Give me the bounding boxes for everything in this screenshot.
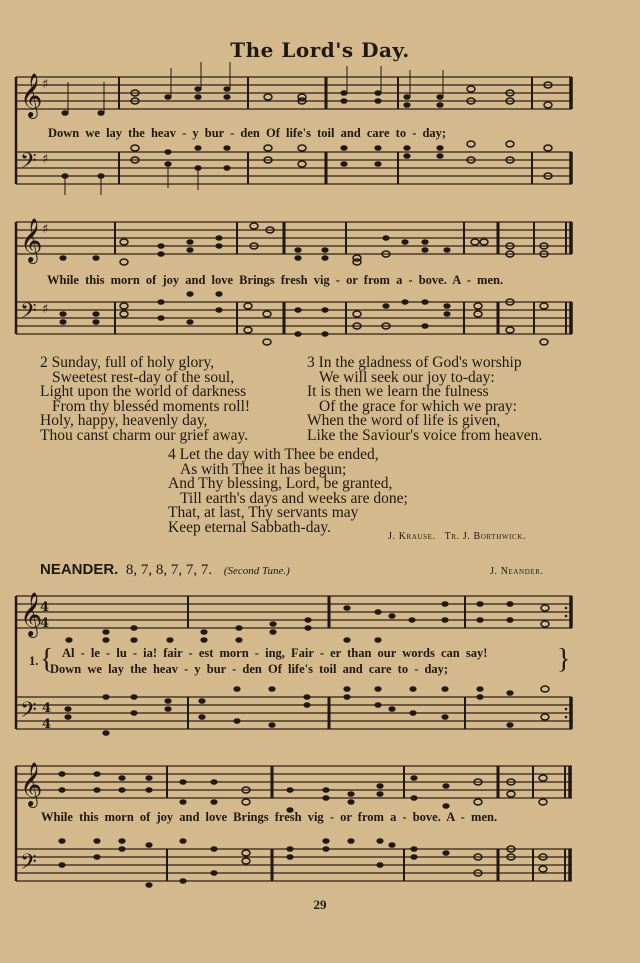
svg-text:𝄞: 𝄞 — [20, 218, 43, 262]
lyrics-line: While this morn of joy and love Brings fresh vig - or from a - bove. A - men. — [47, 273, 504, 287]
svg-text:♯: ♯ — [42, 152, 49, 167]
tune-note: (Second Tune.) — [223, 565, 290, 577]
svg-text:𝄞: 𝄞 — [20, 592, 43, 636]
svg-text:𝄞: 𝄞 — [20, 762, 43, 806]
verse-2: 2 Sunday, full of holy glory, Sweetest rest-day of the soul, Light upon the world of darkness From thy blesséd moments roll! Holy, happy, heavenly day, Thou canst charm our grief away. — [40, 354, 251, 444]
verse-3: 3 In the gladness of God's worship We will seek our joy to-day: It is then we learn the fulness Of the grace for which we pray: When the word of life is given, Like the Saviour's voice from heaven. — [307, 354, 543, 444]
svg-text:♯: ♯ — [42, 77, 49, 92]
time-signature: 4 — [40, 600, 50, 615]
lyrics-line: Down we lay the heav - y bur - den Of life's toil and care to - day; — [48, 126, 447, 140]
brace-icon: { — [40, 644, 54, 675]
tune-name: NEANDER. — [40, 561, 119, 578]
verse-4: 4 Let the day with Thee be ended, As with Thee it has begun; And Thy blessing, Lord, be granted, Till earth's days and weeks are done; That, at last, Thy servants may Keep eternal Sabbath-day. — [168, 446, 408, 536]
svg-text:𝄢: 𝄢 — [20, 149, 37, 179]
svg-text:4: 4 — [42, 717, 52, 732]
lyrics-line-stanza-1: Al - le - lu - ia! fair - est morn - ing, Fair - er than our words can say! — [62, 646, 488, 660]
stanza-number: 1. — [29, 654, 39, 668]
verse-number: 3 — [307, 354, 315, 371]
music-system-2 — [0, 205, 640, 350]
svg-text:♯: ♯ — [42, 222, 49, 237]
staff-notation — [0, 750, 640, 900]
music-system-1 — [0, 60, 640, 200]
svg-text:𝄢: 𝄢 — [20, 698, 37, 728]
svg-text:♯: ♯ — [42, 302, 49, 317]
author-translator-credit: J. Krause. Tr. J. Borthwick. — [388, 531, 527, 542]
meter: 8, 7, 8, 7, 7, 7. — [125, 562, 213, 578]
lyrics-line: While this morn of joy and love Brings fresh vig - or from a - bove. A - men. — [41, 810, 498, 824]
lyrics-line-stanza-2: Down we lay the heav - y bur - den Of life's toil and care to - day; — [50, 662, 449, 676]
brace-close-icon: } — [557, 644, 571, 675]
hymn-title: The Lord's Day. — [230, 38, 410, 62]
music-system-4 — [0, 750, 640, 900]
svg-text:4: 4 — [40, 616, 50, 631]
composer-credit: J. Neander. — [490, 566, 544, 577]
verse-number: 4 — [168, 446, 176, 463]
svg-text:4: 4 — [42, 701, 52, 716]
svg-text:𝄞: 𝄞 — [20, 73, 43, 117]
svg-text:𝄢: 𝄢 — [20, 299, 37, 329]
svg-text:𝄢: 𝄢 — [20, 850, 37, 880]
page-number: 29 — [313, 897, 327, 912]
verse-number: 2 — [40, 354, 48, 371]
music-system-3 — [0, 580, 640, 740]
tune-header — [40, 561, 290, 579]
